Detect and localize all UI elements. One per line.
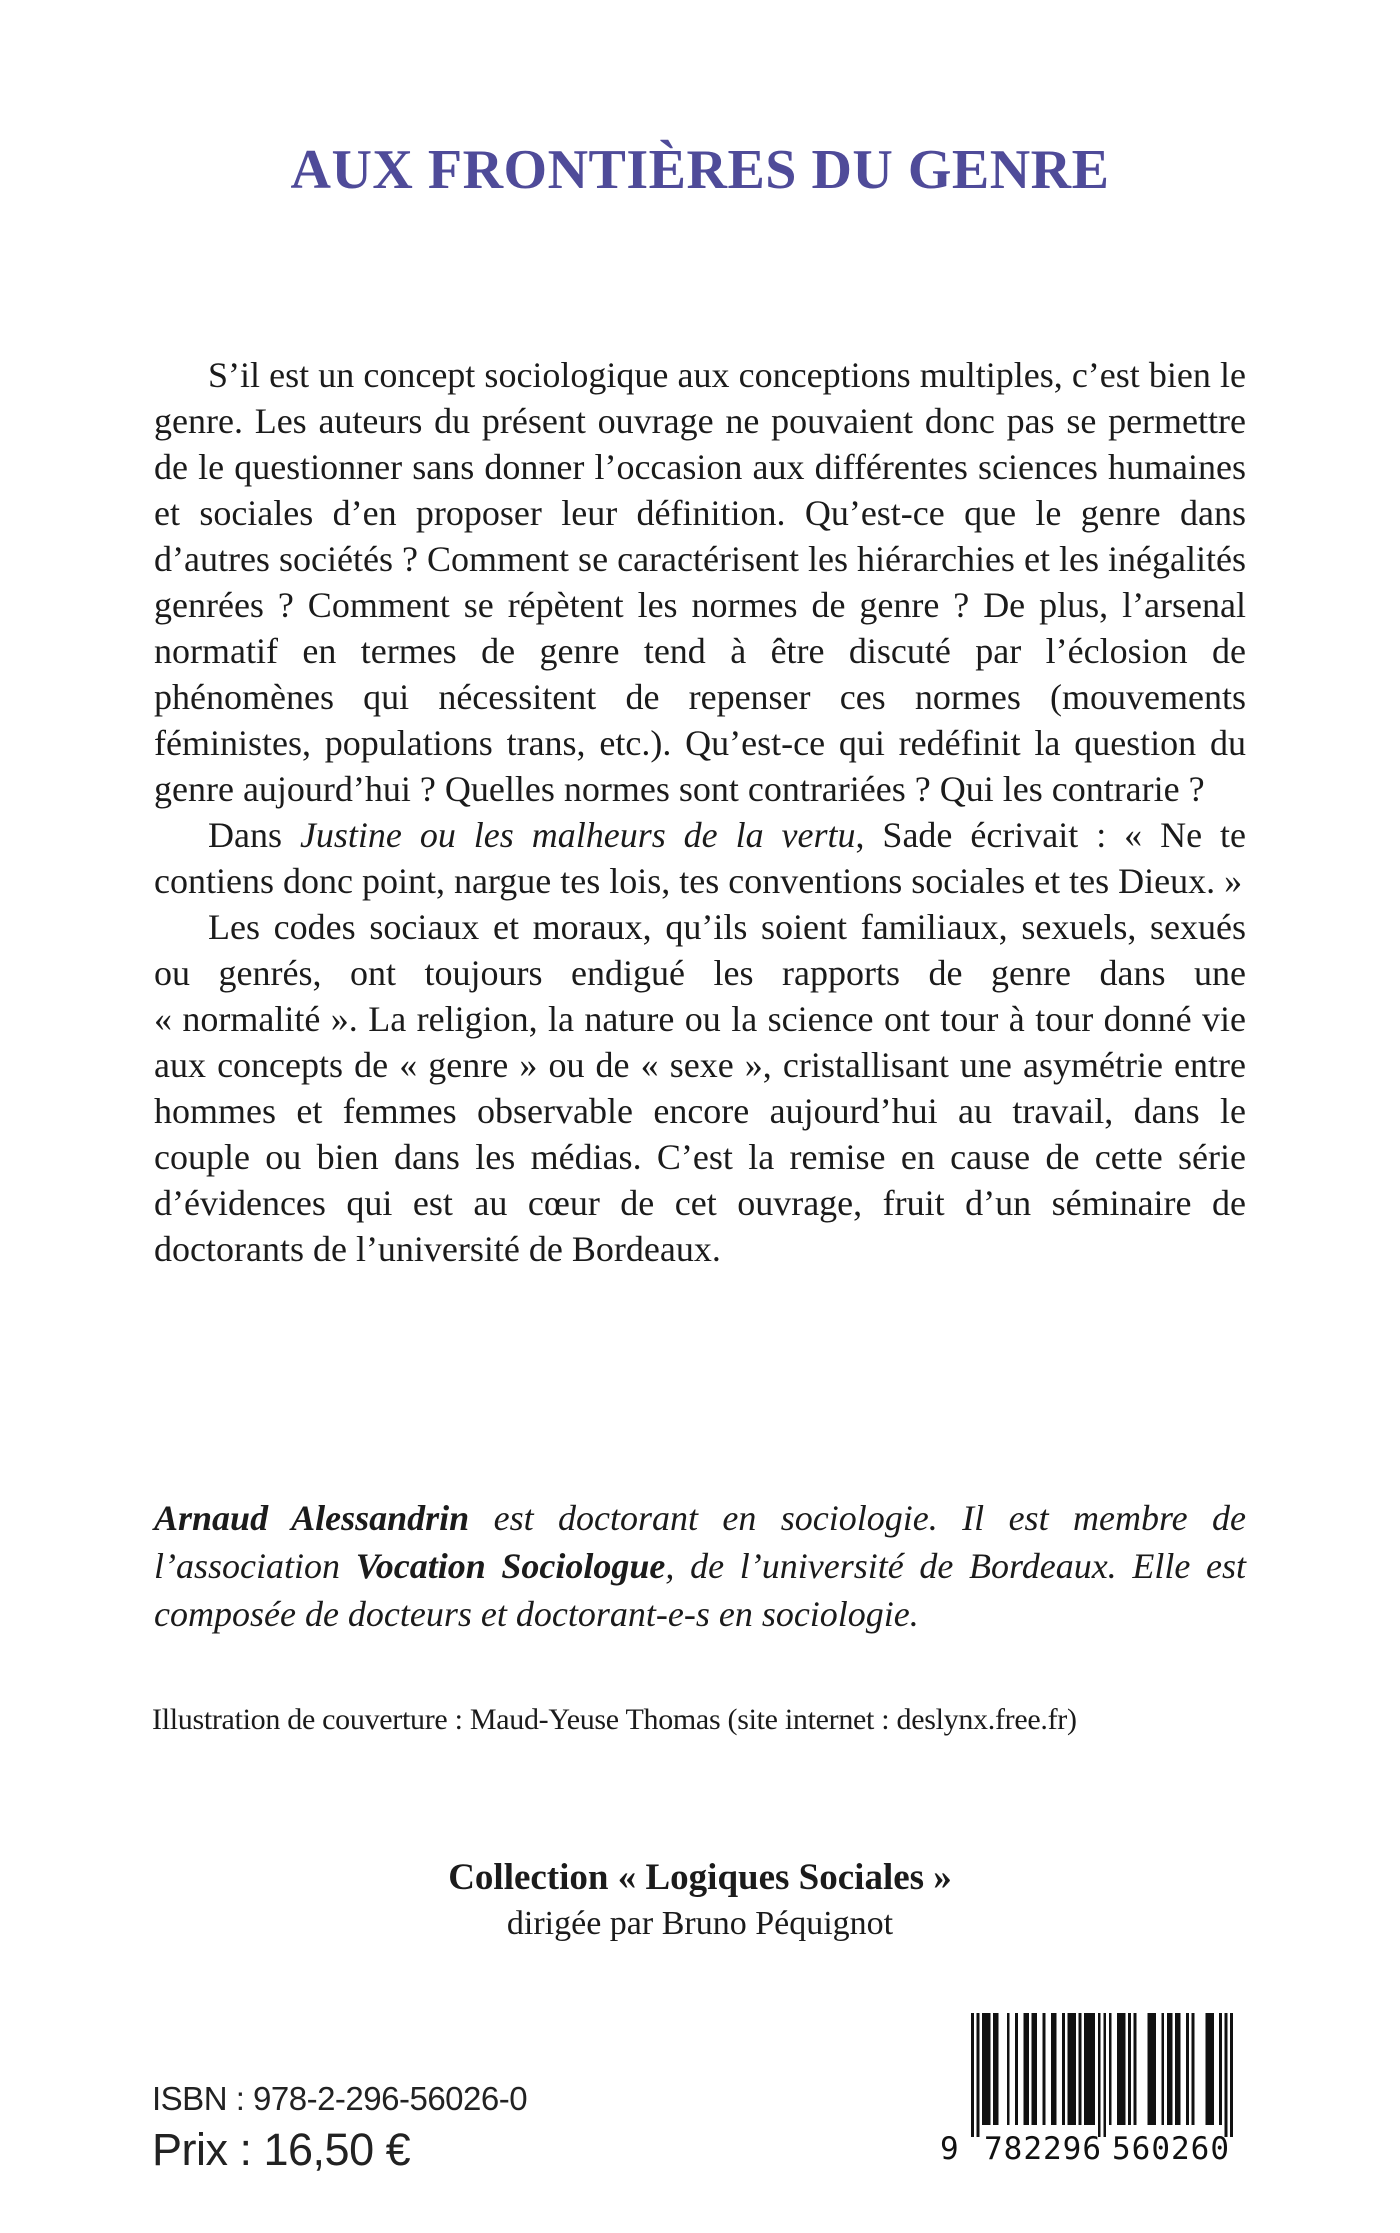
book-title: AUX FRONTIÈRES DU GENRE [290,139,1110,201]
synopsis-paragraph-2 [154,812,1246,904]
barcode-right-digits: 560260 [1112,2131,1230,2167]
barcode-bars [971,2013,1233,2137]
collection-director: dirigée par Bruno Péquignot [506,1905,894,1942]
author-bio [154,1494,1246,1638]
illustration-credit: Illustration de couverture : Maud-Yeuse Thomas (site internet : deslynx.free.fr) [152,1703,1077,1736]
synopsis-paragraph-2-prefix: Dans [208,815,300,855]
author-name: Arnaud Alessandrin [154,1498,470,1538]
isbn-label: ISBN : 978-2-296-56026-0 [152,2080,528,2117]
author-bio-text-2: , de l’université de Bordeaux. Elle est composée de docteurs et doctorant-e-s en sociologie. [154,1546,1246,1634]
collection-name: Collection « Logiques Sociales » [448,1857,952,1898]
synopsis-paragraph-2-suffix: , Sade écrivait : « Ne te contiens donc point, nargue tes lois, tes conventions sociales et tes Dieux. » [154,815,1246,901]
barcode-leading-digit: 9 [940,2131,960,2167]
synopsis [154,352,1246,1272]
author-bio-text-1: est doctorant en sociologie. Il est membre de l’association [154,1498,1246,1586]
book-reference-title: Justine ou les malheurs de la vertu [299,815,856,855]
collection-block [0,1856,1400,1943]
barcode-left-digits: 782296 [984,2131,1102,2167]
association-name: Vocation Sociologue [355,1546,666,1586]
price-label: Prix : 16,50 € [152,2124,411,2175]
synopsis-paragraph-1: S’il est un concept sociologique aux conceptions multiples, c’est bien le genre. Les auteurs du présent ouvrage ne pouvaient donc pas se permettre de le questionner sans donner l’occasion aux différentes sciences humaines et sociales d’en proposer leur définition. Qu’est-ce que le genre dans d’autres sociétés ? Comment se caractérisent les hiérarchies et les inégalités genrées ? Comment se répètent les normes de genre ? De plus, l’arsenal normatif en termes de genre tend à être discuté par l’éclosion de phénomènes qui nécessitent de repenser ces normes (mouvements féministes, populations trans, etc.). Qu’est-ce qui redéfinit la question du genre aujourd’hui ? Quelles normes sont contrariées ? Qui les contrarie ? [154,355,1246,809]
barcode [940,2013,1252,2168]
synopsis-paragraph-3: Les codes sociaux et moraux, qu’ils soient familiaux, sexuels, sexués ou genrés, ont toujours endigué les rapports de genre dans une « normalité ». La religion, la nature ou la science ont tour à tour donné vie aux concepts de « genre » ou de « sexe », cristallisant une asymétrie entre hommes et femmes observable encore aujourd’hui au travail, dans le couple ou bien dans les médias. C’est la remise en cause de cette série d’évidences qui est au cœur de cet ouvrage, fruit d’un séminaire de doctorants de l’université de Bordeaux. [154,907,1246,1269]
